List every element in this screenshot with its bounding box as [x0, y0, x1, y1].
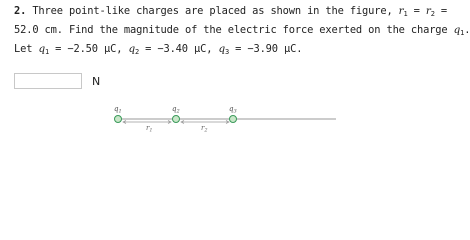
- problem-line-3: Let $q_1 = -2.50$ μC, $q_2 = -3.40$ μC, $q_3 = -3.90$ μC.: [14, 43, 303, 56]
- charge-q3: [229, 105, 237, 123]
- svg-text:q2: $q_2$: [172, 105, 180, 115]
- r1-label: $r_1$: [146, 124, 153, 134]
- answer-unit: N: [92, 74, 101, 88]
- problem-line-2: 52.0 cm. Find the magnitude of the electric force exerted on the charge $q_1$.: [14, 24, 470, 37]
- q3-value: −3.90 μC: [247, 43, 297, 55]
- problem-line-1: 2. Three point-like charges are placed as shown in the figure, $r_1 = r_2$ =: [14, 5, 448, 18]
- charge-q1: [114, 105, 122, 123]
- charge-q2: [172, 105, 180, 123]
- svg-text:q1: $q_1$: [114, 105, 122, 115]
- r2-label: $r_2$: [201, 124, 208, 134]
- q2-value: −3.40 μC: [157, 43, 207, 55]
- r1-dimension: [123, 121, 171, 134]
- r2-dimension: [181, 121, 229, 134]
- problem-number: 2.: [14, 5, 27, 17]
- svg-text:q3: $q_3$: [229, 105, 237, 115]
- q1-value: −2.50 μC: [67, 43, 117, 55]
